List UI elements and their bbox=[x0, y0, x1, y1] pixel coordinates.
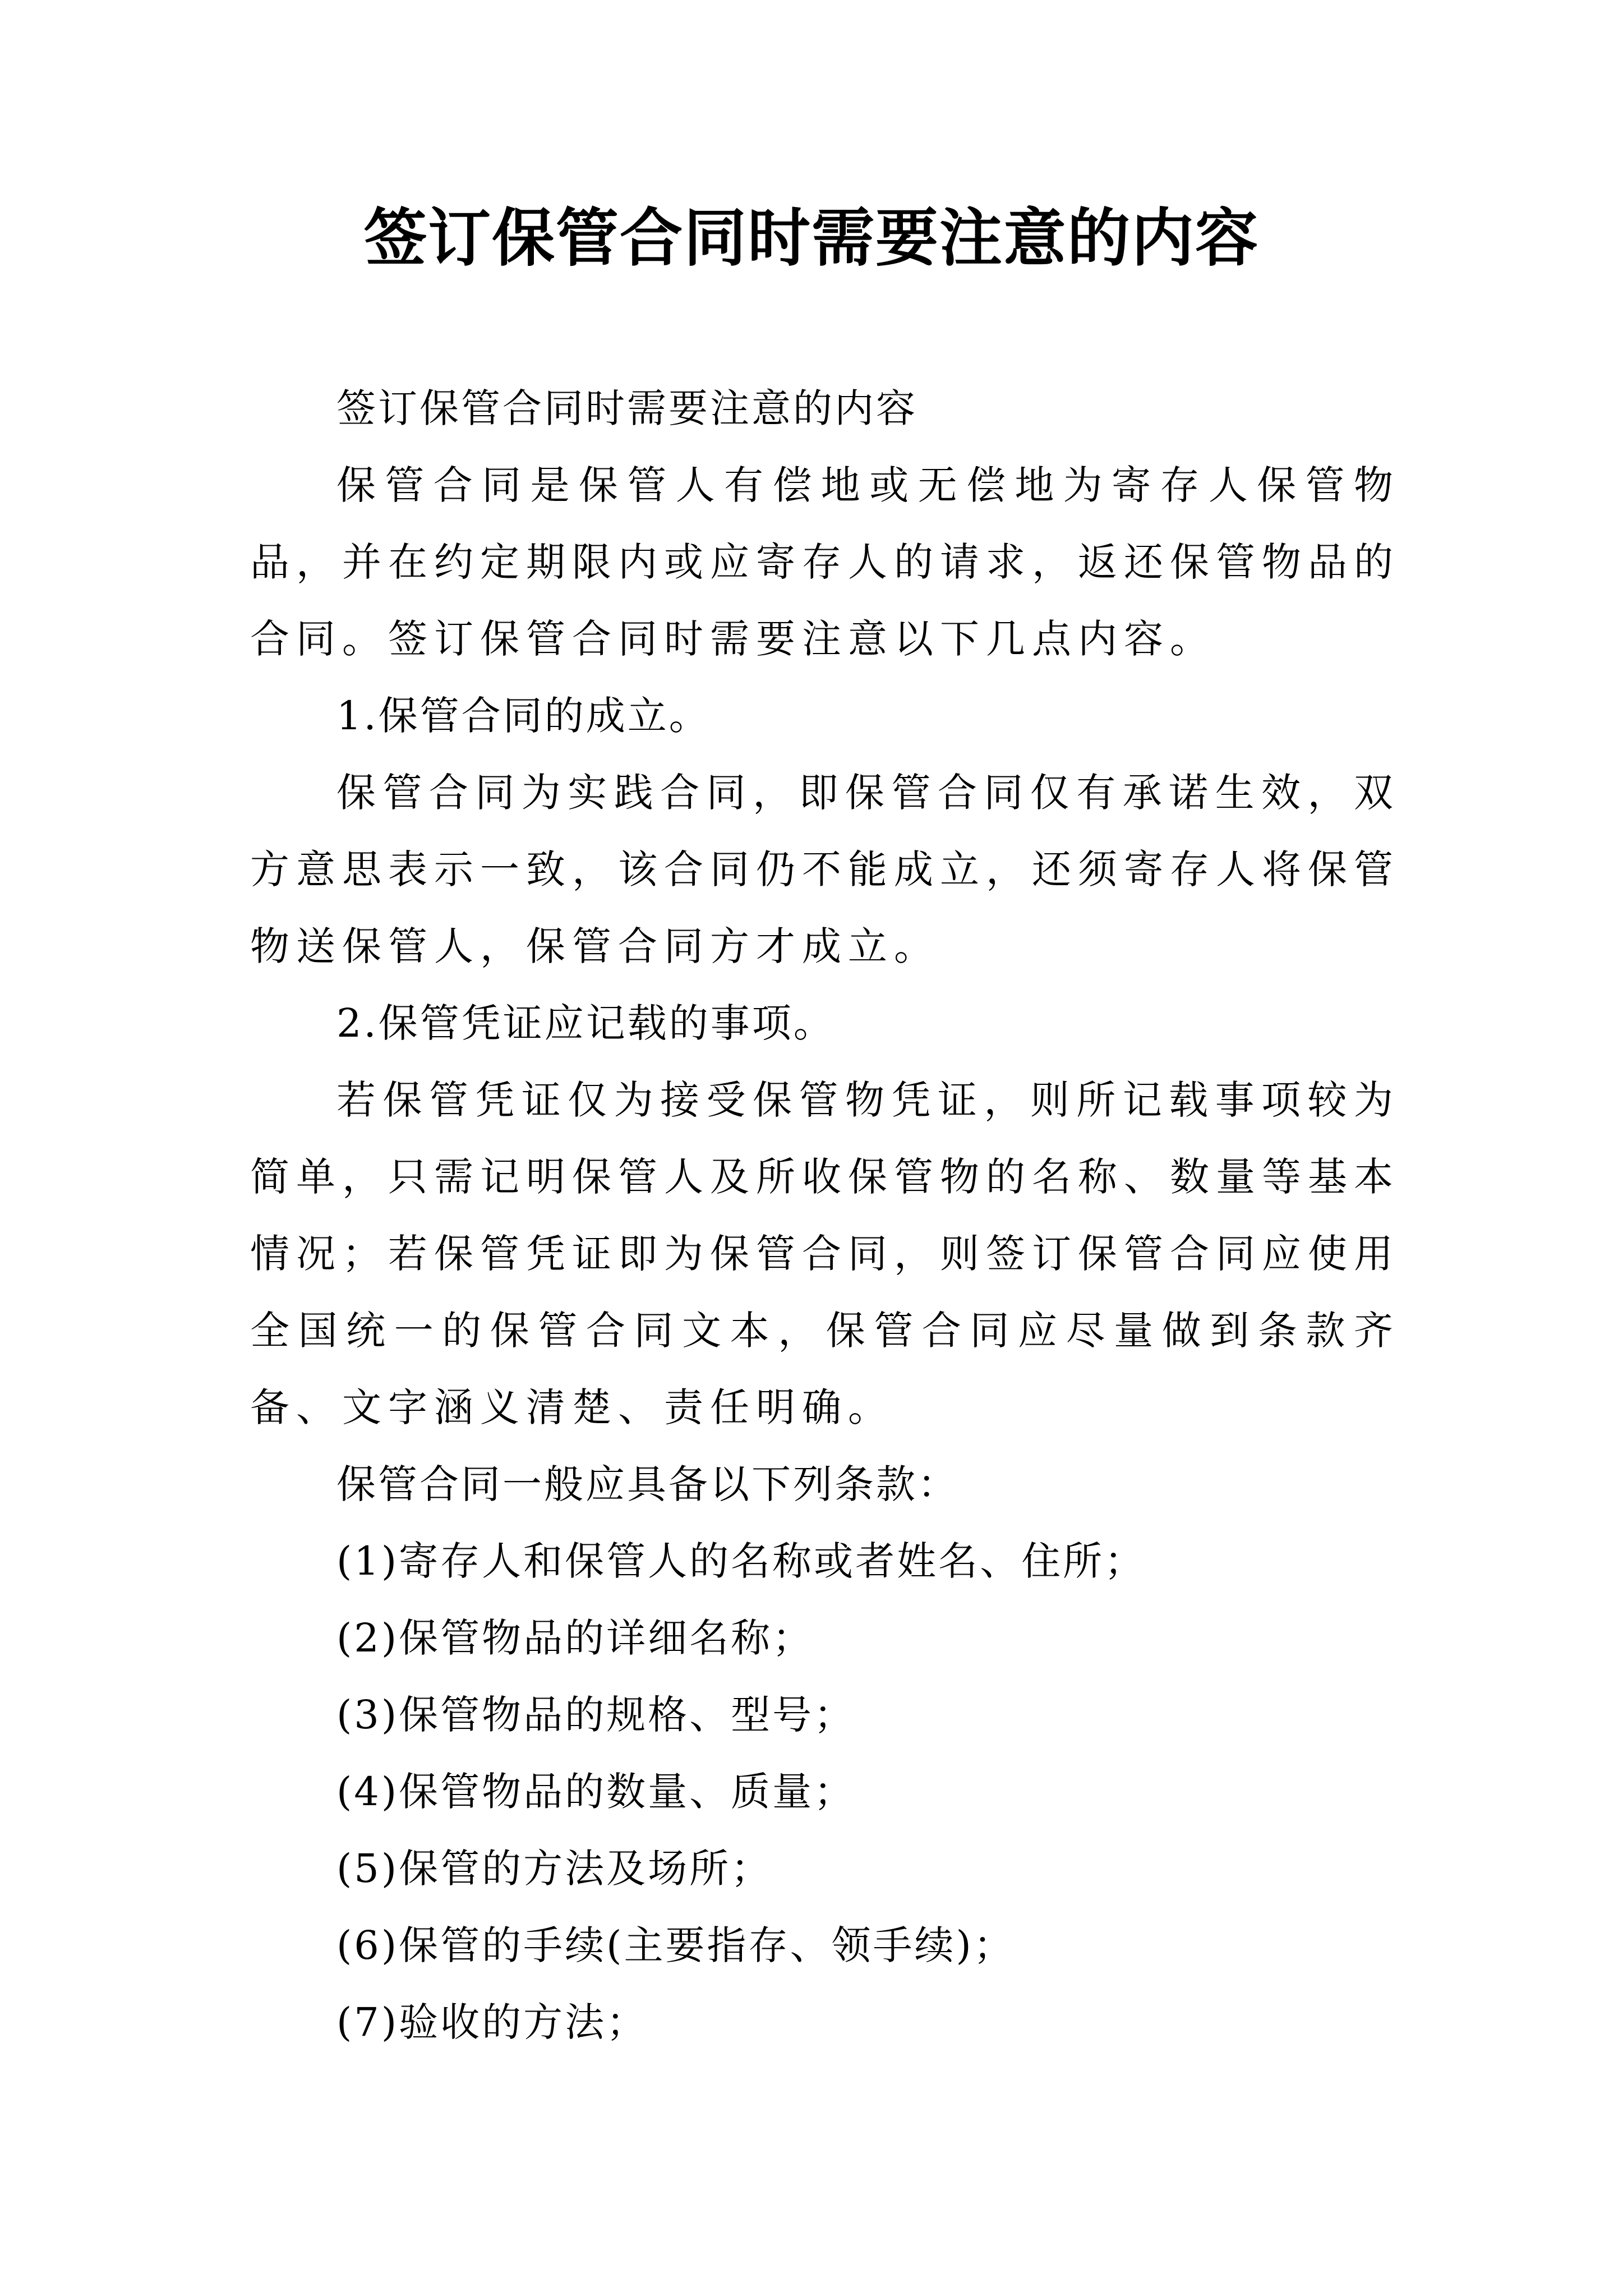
document-body bbox=[250, 370, 1400, 2061]
list-item-clause-2: (2)保管物品的详细名称； bbox=[336, 1615, 814, 1661]
list-item-clause-4: (4)保管物品的数量、质量； bbox=[336, 1769, 856, 1815]
section-heading-2: 2.保管凭证应记载的事项。 bbox=[336, 1000, 835, 1046]
document-title: 签订保管合同时需要注意的内容 bbox=[364, 202, 1259, 275]
paragraph-heading-repeat: 签订保管合同时需要注意的内容 bbox=[336, 385, 917, 431]
paragraph-intro: 保管合同是保管人有偿地或无偿地为寄存人保管物品，并在约定期限内或应寄存人的请求，返还保管物品的合同。签订保管合同时需要注意以下几点内容。 bbox=[250, 462, 1400, 662]
section-heading-1: 1.保管合同的成立。 bbox=[336, 693, 711, 739]
list-item-clause-7: (7)验收的方法； bbox=[336, 1999, 648, 2045]
list-item-clause-5: (5)保管的方法及场所； bbox=[336, 1846, 773, 1892]
list-item-clause-6: (6)保管的手续(主要指存、领手续)； bbox=[336, 1922, 1015, 1968]
paragraph-voucher-items: 若保管凭证仅为接受保管物凭证，则所记载事项较为简单，只需记明保管人及所收保管物的名称、数量等基本情况；若保管凭证即为保管合同，则签订保管合同应使用全国统一的保管合同文本，保管合同应尽量做到条款齐备、文字涵义清楚、责任明确。 bbox=[250, 1077, 1400, 1430]
paragraph-contract-formation: 保管合同为实践合同，即保管合同仅有承诺生效，双方意思表示一致，该合同仍不能成立，还须寄存人将保管物送保管人，保管合同方才成立。 bbox=[250, 770, 1400, 969]
list-item-clause-3: (3)保管物品的规格、型号； bbox=[336, 1692, 856, 1738]
paragraph-clauses-intro: 保管合同一般应具备以下列条款： bbox=[336, 1461, 959, 1507]
list-item-clause-1: (1)寄存人和保管人的名称或者姓名、住所； bbox=[336, 1538, 1146, 1584]
